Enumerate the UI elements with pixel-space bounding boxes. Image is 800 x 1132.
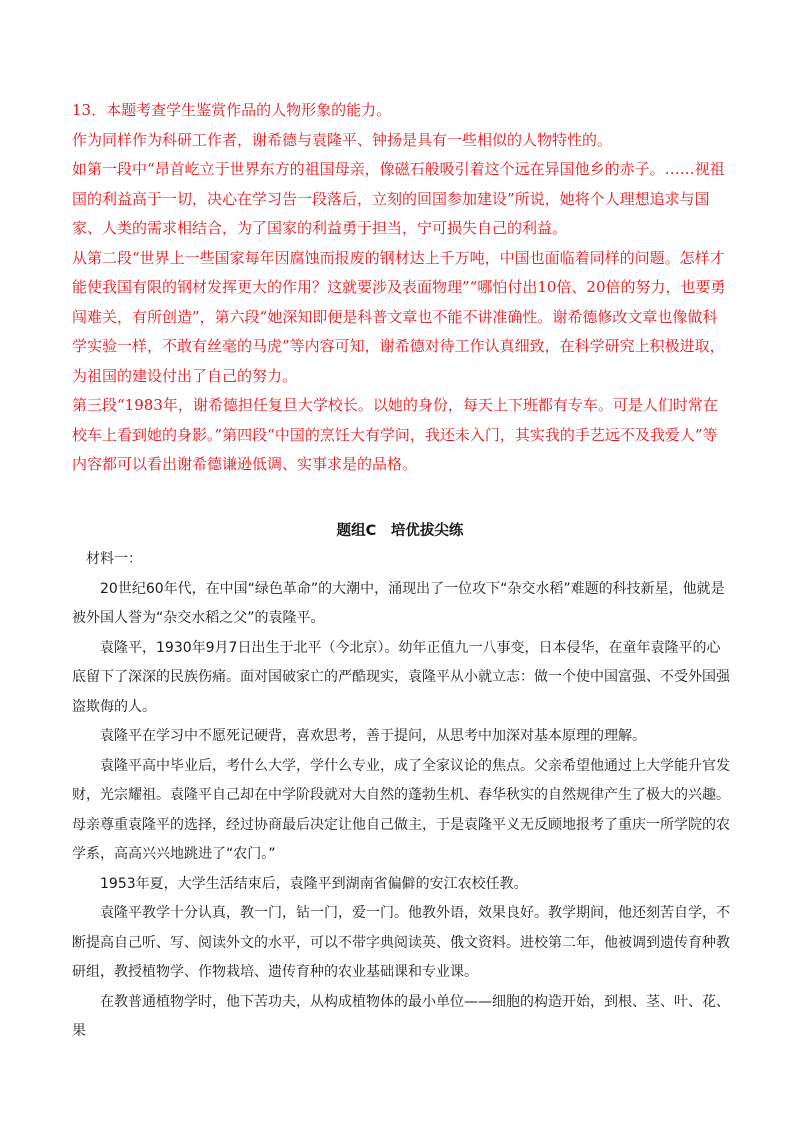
material-paragraph: 在教普通植物学时，他下苦功夫，从构成植物体的最小单位——细胞的构造开始，到根、茎、叶、花、果 — [72, 993, 730, 1039]
material-paragraph: 袁隆平高中毕业后，考什么大学，学什么专业，成了全家议论的焦点。父亲希望他通过上大学能升官发财，光宗耀祖。袁隆平自己却在中学阶段就对大自然的蓬勃生机、春华秋实的自然规律产生了极大的兴趣。母亲尊重袁隆平的选择，经过协商最后决定让他自己做主，于是袁隆平义无反顾地报考了重庆一所学院的农学系，高高兴兴地跳进了“农门。” — [72, 757, 730, 862]
answer-paragraph: 第三段“1983年，谢希德担任复旦大学校长。以她的身份，每天上下班都有专车。可是人们时常在校车上看到她的身影。”第四段“中国的烹饪大有学问，我还未入门，其实我的手艺远不及我爱人”等内容都可以看出谢希德谦逊低调、实事求是的品格。 — [72, 396, 718, 473]
material-paragraph: 袁隆平教学十分认真，教一门，钻一门，爱一门。他教外语，效果良好。教学期间，他还刻苦自学，不断提高自己听、写、阅读外文的水平，可以不带字典阅读英、俄文资料。进校第二年，他被调到遗传育种教研组，教授植物学、作物栽培、遗传育种的农业基础课和专业课。 — [72, 905, 730, 980]
material-paragraph: 袁隆平，1930年9月7日出生于北平（今北京）。幼年正值九一八事变，日本侵华，在童年袁隆平的心底留下了深深的民族伤痛。面对国破家亡的严酷现实，袁隆平从小就立志：做一个使中国富强、不受外国强盗欺侮的人。 — [72, 639, 730, 715]
material-paragraph: 1953年夏，大学生活结束后，袁隆平到湖南省偏僻的安江农校任教。 — [100, 875, 528, 892]
answer-paragraph: 如第一段中“昂首屹立于世界东方的祖国母亲，像磁石般吸引着这个远在异国他乡的赤子。……视祖国的利益高于一切，决心在学习告一段落后，立刻的回国参加建设”所说，她将个人理想追求与国家、人类的需求相结合，为了国家的利益勇于担当，宁可损失自己的利益。 — [72, 160, 725, 237]
answer-paragraph: 13．本题考查学生鉴赏作品的人物形象的能力。 — [72, 101, 392, 119]
material-label: 材料一： — [86, 551, 142, 567]
answer-paragraph: 作为同样作为科研工作者，谢希德与袁隆平、钟扬是具有一些相似的人物特性的。 — [72, 130, 613, 149]
answer-paragraph: 从第二段“世界上一些国家每年因腐蚀而报废的钢材达上千万吨，中国也面临着同样的问题。怎样才能使我国有限的钢材发挥更大的作用？这就要涉及表面物理”“哪怕付出10倍、20倍的努力，也要勇闯难关，有所创造”，第六段“她深知即便是科普文章也不能不讲准确性。谢希德修改文章也像做科学实验一样，不敢有丝毫的马虎”等内容可知，谢希德对待工作认真细致，在科学研究上积极进取，为祖国的建设付出了自己的努力。 — [72, 248, 726, 385]
material-section — [72, 545, 732, 1047]
section-heading: 题组C 培优拔尖练 — [336, 523, 464, 539]
answer-section — [72, 96, 732, 480]
material-paragraph: 20世纪60年代，在中国“绿色革命”的大潮中，涌现出了一位攻下“杂交水稻”难题的科技新星，他就是被外国人誉为“杂交水稻之父”的袁隆平。 — [72, 580, 725, 626]
material-paragraph: 袁隆平在学习中不愿死记硬背，喜欢思考，善于提问，从思考中加深对基本原理的理解。 — [100, 728, 646, 744]
